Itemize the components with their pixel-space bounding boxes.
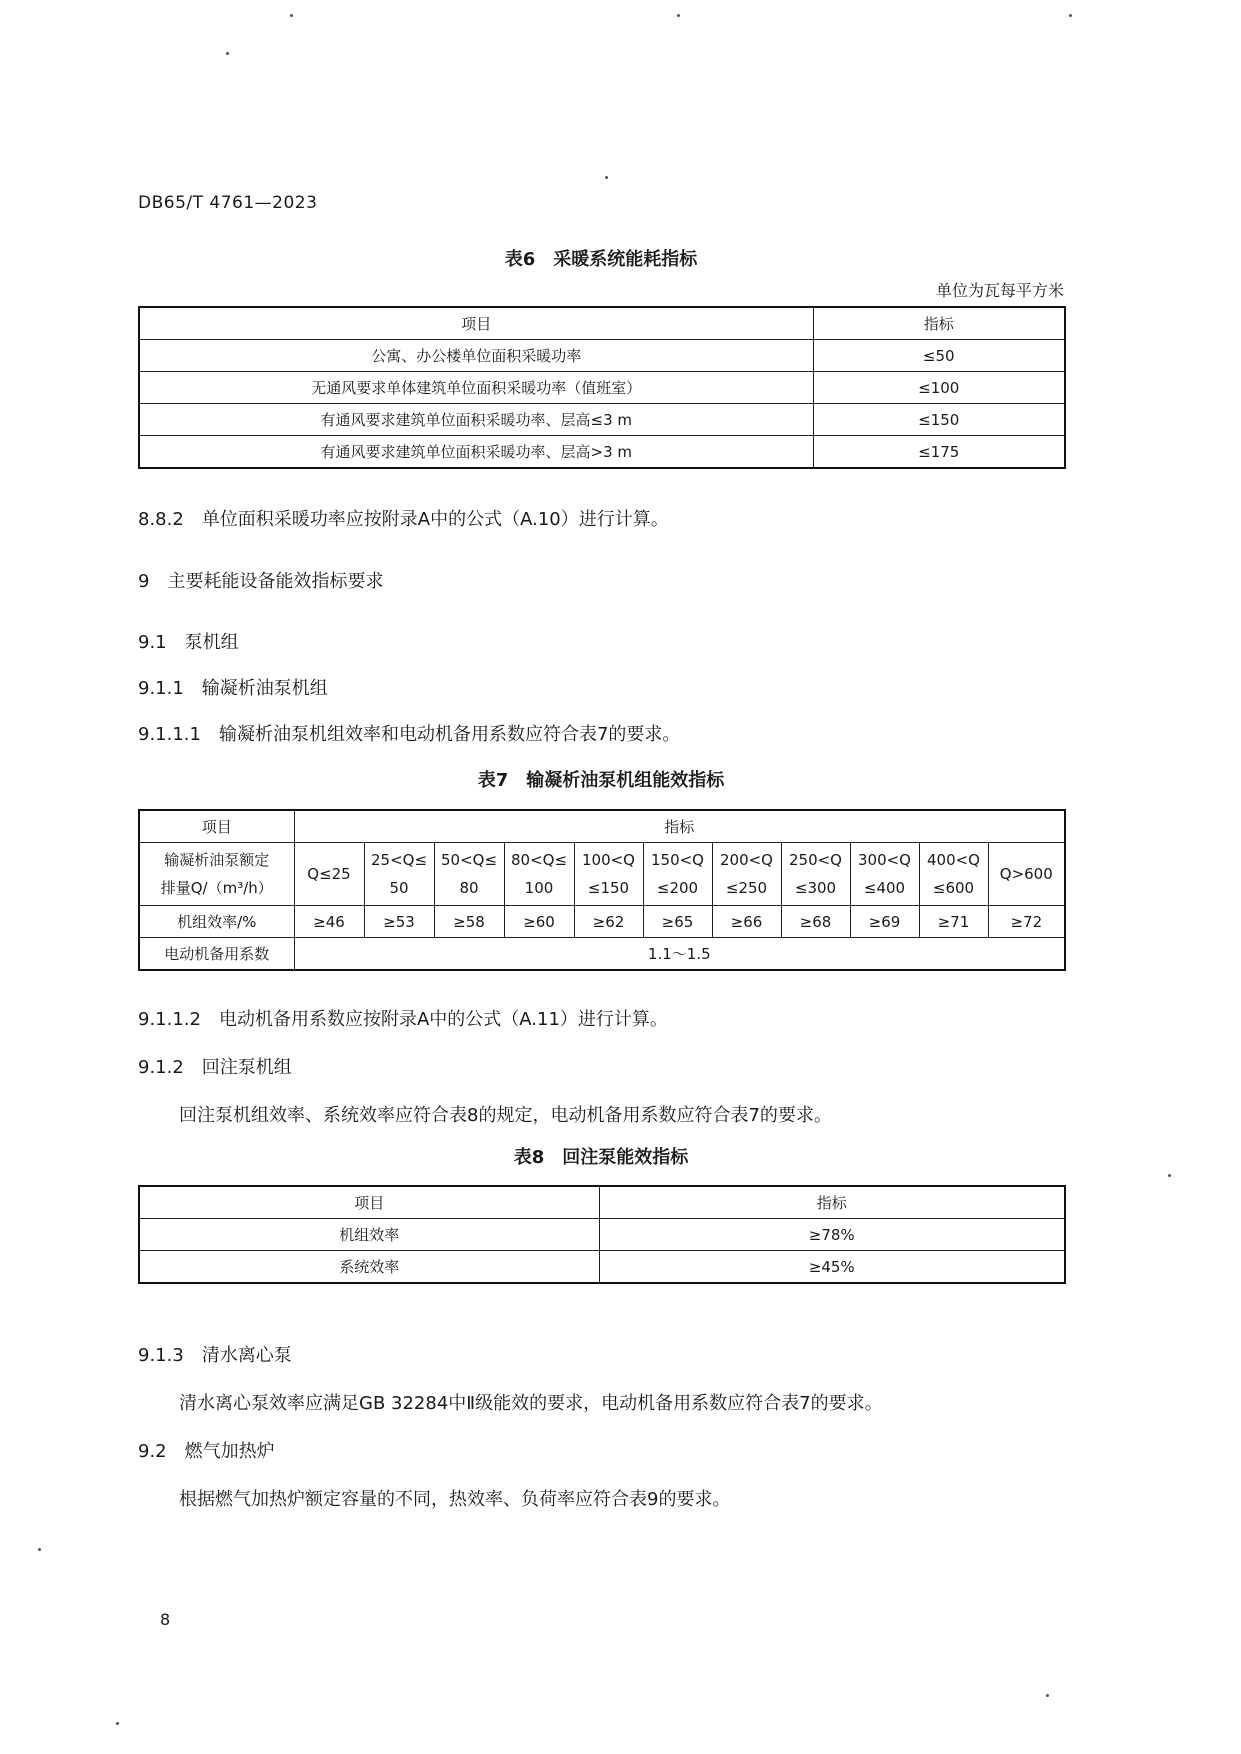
table8 [138,1185,1066,1284]
range-label: ≤150 [587,879,630,897]
table-cell: 公寓、办公楼单位面积采暖功率 [139,340,813,372]
row-header: 项目 [139,810,294,843]
table-cell [850,843,919,906]
range-label: ≤600 [932,879,975,897]
range-label: ≤250 [725,879,768,897]
clause-9-1-3-text: 清水离心泵效率应满足GB 32284中Ⅱ级能效的要求，电动机备用系数应符合表7的要求。 [179,1393,883,1414]
table-header-row [139,307,1065,340]
table-cell: ≥72 [988,906,1065,938]
table-cell: 有通风要求建筑单位面积采暖功率、层高≤3 m [139,404,813,436]
table-header-row [139,810,1065,843]
table-cell: ≥53 [364,906,434,938]
section-9-1-3-heading: 9.1.3 清水离心泵 [138,1345,292,1366]
range-label: ≤200 [656,879,699,897]
row-header [139,843,294,906]
table-cell: ≥62 [574,906,643,938]
range-label: 100 [524,879,554,897]
section-9-1-1-heading: 9.1.1 输凝析油泵机组 [138,678,328,699]
table-row [139,906,1065,938]
column-header: 项目 [139,307,813,340]
table-row [139,404,1065,436]
document-code: DB65/T 4761—2023 [138,193,318,213]
table-cell [574,843,643,906]
table-cell: 机组效率 [139,1219,599,1251]
table-row [139,843,1065,906]
scan-speck [1069,14,1072,17]
table-cell: 有通风要求建筑单位面积采暖功率、层高>3 m [139,436,813,469]
range-label: 400<Q [926,851,980,869]
scan-speck [226,52,229,55]
row-header: 机组效率/% [139,906,294,938]
range-label: Q>600 [999,865,1053,883]
table-cell [434,843,504,906]
range-label: 50<Q≤ [440,851,498,869]
clause-8-8-2: 8.8.2 单位面积采暖功率应按附录A中的公式（A.10）进行计算。 [138,509,669,530]
scan-speck [1168,1174,1171,1177]
scan-speck [38,1548,41,1551]
table-cell: ≤50 [813,340,1065,372]
table-cell [781,843,850,906]
range-label: 50 [389,879,409,897]
range-label: 80<Q≤ [510,851,568,869]
range-label: ≤400 [863,879,906,897]
table-row [139,436,1065,469]
table-cell: ≥69 [850,906,919,938]
table-cell [919,843,988,906]
table-cell: ≤150 [813,404,1065,436]
table-cell [294,843,364,906]
scan-speck [116,1722,119,1725]
table-header-row [139,1186,1065,1219]
clause-9-1-1-2: 9.1.1.2 电动机备用系数应按附录A中的公式（A.11）进行计算。 [138,1009,668,1030]
table-cell: ≥71 [919,906,988,938]
table-cell [712,843,781,906]
table-cell: ≥58 [434,906,504,938]
clause-9-2-text: 根据燃气加热炉额定容量的不同，热效率、负荷率应符合表9的要求。 [179,1489,731,1510]
scan-speck [1046,1694,1049,1697]
range-label: 200<Q [719,851,773,869]
page-number: 8 [160,1610,171,1629]
table-cell: ≥78% [599,1219,1065,1251]
table-cell: ≥68 [781,906,850,938]
table-cell: 系统效率 [139,1251,599,1284]
table8-caption: 表8 回注泵能效指标 [513,1147,689,1168]
range-label: Q≤25 [307,865,351,883]
table-cell: 1.1～1.5 [294,938,1065,971]
table-cell: ≥46 [294,906,364,938]
table-row [139,340,1065,372]
column-header: 指标 [294,810,1065,843]
column-header: 项目 [139,1186,599,1219]
table-cell [504,843,574,906]
flow-label-line: 排量Q/（m³/h） [160,879,273,897]
table-row [139,372,1065,404]
table-cell: 无通风要求单体建筑单位面积采暖功率（值班室） [139,372,813,404]
section-9-2-heading: 9.2 燃气加热炉 [138,1441,275,1462]
table7 [138,809,1066,971]
range-label: 300<Q [857,851,911,869]
table6-caption: 表6 采暖系统能耗指标 [504,249,698,270]
range-label: 150<Q [650,851,704,869]
clause-9-1-1-1: 9.1.1.1 输凝析油泵机组效率和电动机备用系数应符合表7的要求。 [138,724,681,745]
column-header: 指标 [813,307,1065,340]
table-row [139,1251,1065,1284]
table-row [139,938,1065,971]
scan-speck [677,14,680,17]
table6-unit: 单位为瓦每平方米 [935,281,1064,300]
table6 [138,306,1066,469]
range-label: 80 [459,879,479,897]
section-9-1-heading: 9.1 泵机组 [138,632,239,653]
table-cell [988,843,1065,906]
section-9-1-2-heading: 9.1.2 回注泵机组 [138,1057,292,1078]
range-label: 25<Q≤ [370,851,428,869]
flow-label-line: 输凝析油泵额定 [164,851,270,869]
table-cell [643,843,712,906]
table-cell: ≤175 [813,436,1065,469]
scan-speck [605,176,608,179]
table-cell: ≤100 [813,372,1065,404]
table-cell: ≥66 [712,906,781,938]
scan-speck [290,14,293,17]
clause-9-1-2-text: 回注泵机组效率、系统效率应符合表8的规定，电动机备用系数应符合表7的要求。 [179,1105,832,1126]
range-label: 100<Q [581,851,635,869]
table7-caption: 表7 输凝析油泵机组能效指标 [477,770,725,791]
table-cell [364,843,434,906]
row-header: 电动机备用系数 [139,938,294,971]
range-label: ≤300 [794,879,837,897]
table-cell: ≥65 [643,906,712,938]
table-cell: ≥45% [599,1251,1065,1284]
range-label: 250<Q [788,851,842,869]
table-cell: ≥60 [504,906,574,938]
section-9-heading: 9 主要耗能设备能效指标要求 [138,571,384,592]
column-header: 指标 [599,1186,1065,1219]
table-row [139,1219,1065,1251]
